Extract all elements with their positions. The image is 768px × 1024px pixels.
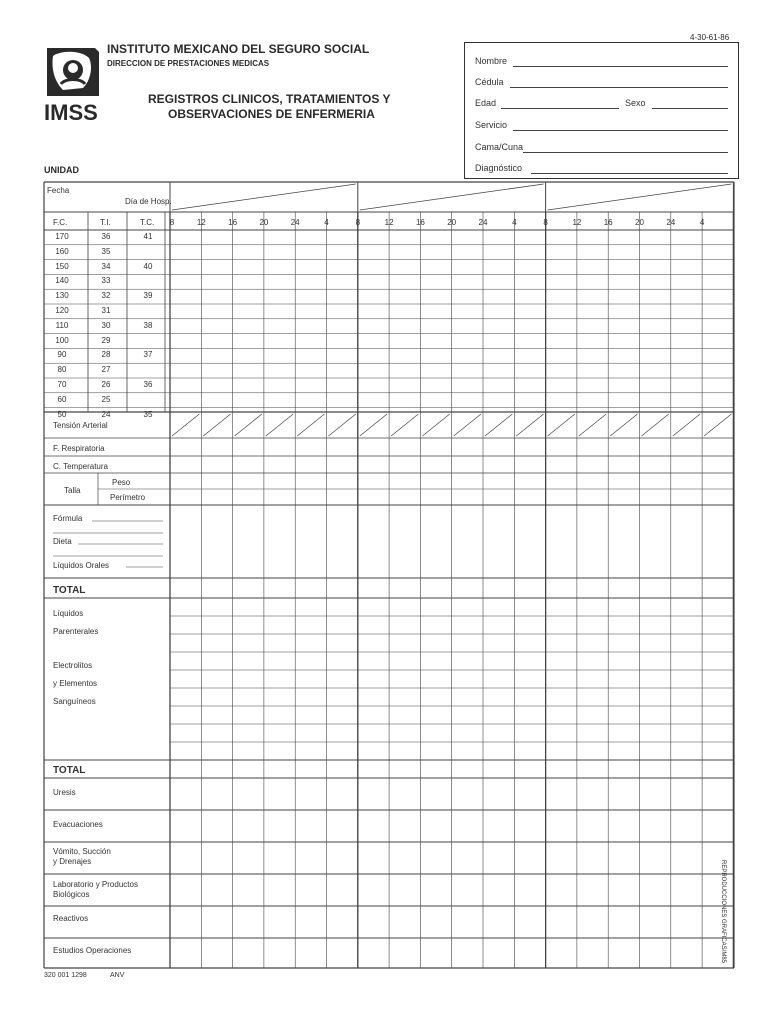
grid-line	[516, 414, 543, 436]
hour-label: 12	[572, 218, 582, 227]
institution-name: INSTITUTO MEXICANO DEL SEGURO SOCIAL	[107, 42, 370, 56]
fc-scale-value: 70	[57, 380, 67, 389]
vomito-label-2: y Drenajes	[53, 857, 92, 866]
unidad-label: UNIDAD	[44, 165, 79, 175]
hour-label: 20	[635, 218, 644, 227]
ti-scale-value: 29	[101, 335, 111, 345]
hour-label: 8	[543, 218, 548, 227]
grid-line	[360, 414, 387, 436]
grid-line	[391, 414, 418, 436]
estudios-label: Estudios Operaciones	[53, 946, 132, 955]
side-print-text: REPRODUCCIONES GRAFICAS/M85	[720, 860, 726, 964]
grid-line	[203, 414, 230, 436]
hour-label: 24	[290, 218, 300, 227]
ti-scale-value: 26	[101, 380, 111, 389]
fc-scale-value: 140	[55, 276, 69, 286]
tc-scale-value: 40	[143, 261, 153, 271]
evacuaciones-label: Evacuaciones	[53, 820, 103, 829]
grid-line	[172, 414, 199, 436]
respiratoria-label: F. Respiratoria	[53, 444, 105, 453]
grid-line	[235, 414, 262, 436]
fecha-label: Fecha	[47, 186, 70, 195]
grid-line	[172, 184, 356, 210]
form-code: 4-30-61-86	[690, 33, 730, 42]
hour-label: 16	[415, 218, 425, 227]
fc-scale-value: 50	[57, 409, 67, 419]
total-label-1: TOTAL	[53, 585, 86, 596]
ti-scale-value: 36	[101, 232, 111, 241]
hour-label: 4	[699, 218, 705, 227]
grid-line	[610, 414, 637, 436]
fc-scale-value: 90	[57, 350, 67, 360]
nombre-label: Nombre	[475, 56, 508, 66]
perimetro-label: Perímetro	[110, 493, 146, 502]
fc-scale-value: 100	[55, 335, 69, 345]
dieta-label: Dieta	[53, 537, 72, 546]
total-label-2: TOTAL	[53, 765, 86, 776]
elementos-label: y Elementos	[53, 679, 98, 688]
grid-line	[422, 414, 449, 436]
grid-line	[673, 414, 700, 436]
sanguineos-label: Sanguíneos	[53, 697, 96, 706]
reactivos-label: Reactivos	[53, 914, 89, 923]
hour-label: 8	[169, 218, 175, 227]
ti-scale-value: 32	[101, 291, 111, 301]
ti-scale-value: 34	[101, 261, 111, 271]
ti-scale-value: 31	[101, 306, 111, 315]
grid-line	[360, 184, 544, 210]
fc-scale-value: 130	[55, 291, 69, 301]
laboratorio-label-2: Biológicos	[53, 890, 90, 899]
fc-scale-value: 60	[57, 394, 67, 404]
temperatura-label: C. Temperatura	[53, 462, 108, 471]
grid-line	[704, 414, 731, 436]
dia-hosp-label: Día de Hosp.	[125, 197, 172, 206]
form-title-2: OBSERVACIONES DE ENFERMERIA	[168, 107, 375, 121]
footer-code-2: ANV	[110, 972, 125, 979]
grid-line	[297, 414, 324, 436]
tc-scale-value: 37	[143, 350, 153, 360]
tc-scale-value: 36	[143, 380, 153, 389]
grid-line	[454, 414, 481, 436]
tc-scale-value: 38	[143, 320, 153, 330]
parenterales-label: Parenterales	[53, 627, 99, 636]
talla-label: Talla	[64, 486, 81, 495]
hour-label: 24	[666, 218, 676, 227]
ti-scale-value: 24	[101, 409, 111, 419]
fc-scale-value: 80	[57, 365, 67, 375]
hour-label: 16	[228, 218, 238, 227]
fc-scale-value: 120	[55, 306, 69, 315]
hour-label: 12	[384, 218, 394, 227]
cedula-label: Cédula	[475, 77, 504, 87]
hour-label: 4	[324, 218, 329, 227]
tc-scale-value: 35	[143, 409, 153, 419]
liquidos-orales-label: Líquidos Orales	[53, 561, 110, 570]
fc-scale-value: 160	[55, 246, 69, 256]
grid-line	[266, 414, 293, 436]
grid-line	[579, 414, 606, 436]
formula-label: Fórmula	[53, 514, 83, 523]
tension-label: Tensión Arterial	[53, 421, 108, 430]
laboratorio-label-1: Laboratorio y Productos	[53, 880, 138, 889]
vomito-label-1: Vómito, Succión	[53, 847, 111, 856]
grid-line	[329, 414, 356, 436]
ti-scale-value: 25	[101, 394, 111, 404]
tc-scale-value: 41	[143, 232, 153, 241]
electrolitos-label: Electrolitos	[53, 661, 93, 670]
diagnostico-label: Diagnóstico	[475, 163, 523, 173]
ti-scale-value: 28	[101, 350, 111, 360]
grid-line	[548, 184, 732, 210]
grid-line	[548, 414, 575, 436]
tc-header: T.C.	[140, 218, 155, 227]
fc-scale-value: 110	[55, 320, 69, 330]
fc-header: F.C.	[53, 218, 68, 227]
grid-line	[642, 414, 669, 436]
uresis-label: Uresis	[53, 788, 76, 797]
department-name: DIRECCION DE PRESTACIONES MEDICAS	[107, 59, 270, 68]
peso-label: Peso	[112, 478, 131, 487]
hour-label: 20	[447, 218, 457, 227]
hour-label: 4	[512, 218, 517, 227]
fc-scale-value: 150	[55, 261, 69, 271]
hour-label: 24	[478, 218, 488, 227]
ti-scale-value: 30	[101, 320, 111, 330]
ti-scale-value: 33	[101, 276, 111, 286]
form-title-1: REGISTROS CLINICOS, TRATAMIENTOS Y	[148, 92, 391, 106]
fc-scale-value: 170	[55, 232, 69, 241]
hour-label: 20	[259, 218, 269, 227]
sexo-label: Sexo	[625, 98, 646, 108]
logo-text: IMSS	[44, 100, 98, 124]
servicio-label: Servicio	[475, 120, 508, 130]
hour-label: 16	[603, 218, 613, 227]
footer-code: 320 001 1298	[44, 972, 87, 979]
hour-label: 12	[196, 218, 206, 227]
liquidos-label: Líquidos	[53, 609, 84, 618]
edad-label: Edad	[475, 98, 497, 108]
ti-header: T.I.	[100, 218, 111, 227]
ti-scale-value: 27	[101, 365, 111, 375]
cama-label: Cama/Cuna	[475, 142, 524, 152]
tc-scale-value: 39	[143, 291, 153, 301]
hour-label: 8	[355, 218, 361, 227]
ti-scale-value: 35	[101, 246, 111, 256]
grid-line	[485, 414, 512, 436]
